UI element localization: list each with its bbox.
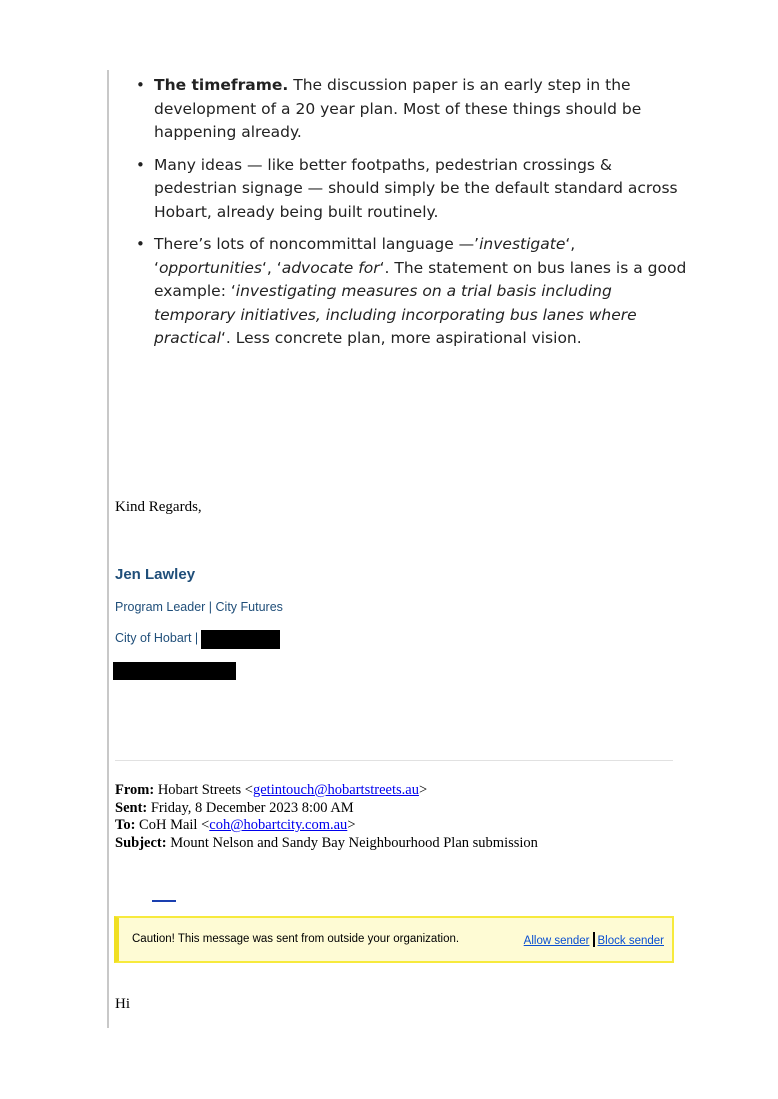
caution-message: Caution! This message was sent from outside your organization. (132, 933, 460, 945)
to-name: CoH Mail < (135, 817, 210, 833)
sent-label: Sent: (115, 799, 148, 816)
bullet-dot: • (136, 155, 145, 174)
to-label: To: (115, 817, 136, 833)
subject-value: Mount Nelson and Sandy Bay Neighbourhood Plan submission (166, 834, 538, 851)
from-label: From: (115, 782, 155, 798)
signature-role: Program Leader | City Futures (115, 600, 283, 614)
bullet-text: The discussion paper is an early step in the development of a 20 year plan. Most of these things should be happening already. (154, 76, 642, 141)
from-email-link[interactable]: getintouch@hobartstreets.au (252, 782, 419, 798)
to-line (115, 817, 538, 835)
subject-label: Subject: (115, 834, 167, 851)
block-sender-link[interactable]: Block sender (597, 935, 664, 947)
from-name: Hobart Streets < (154, 782, 253, 798)
signature-org: City of Hobart | (115, 631, 199, 645)
link-separator (593, 932, 595, 947)
bullet-dot: • (136, 235, 145, 253)
bullet-text: Many ideas — like better footpaths, pedestrian crossings & pedestrian signage — should simply be the default standard across Hobart, already being built routinely. (154, 155, 678, 221)
quoted-term: investigate (479, 235, 566, 253)
hidden-link[interactable] (152, 900, 176, 902)
divider (115, 760, 673, 761)
greeting: Hi (115, 996, 130, 1012)
bullet-text: ‘. The statement on bus lanes is a good example: ‘ (154, 258, 687, 300)
email-header (115, 782, 538, 852)
redaction-block (113, 662, 236, 680)
bullet-text: There’s lots of noncommittal language —’ (154, 235, 480, 253)
redaction-block (201, 630, 280, 649)
caution-actions (524, 932, 664, 947)
sent-value: Friday, 8 December 2023 8:00 AM (147, 799, 354, 816)
bullet-item (130, 74, 690, 145)
sent-line (115, 800, 538, 818)
allow-sender-link[interactable]: Allow sender (523, 935, 590, 947)
bullet-lead: The timeframe. (154, 76, 289, 94)
bullet-dot: • (136, 76, 145, 94)
bullet-text: ‘, ‘ (154, 235, 576, 277)
subject-line (115, 835, 538, 853)
bullet-item (130, 233, 690, 351)
signature-name: Jen Lawley (115, 566, 196, 583)
quoted-statement: investigating measures on a trial basis including temporary initiatives, including incorporating bus lanes where practical (154, 282, 637, 347)
from-line (115, 782, 538, 800)
bullet-text: ‘, ‘ (261, 258, 282, 277)
bullet-item (130, 154, 690, 225)
bullet-text: ‘. Less concrete plan, more aspirational vision. (220, 329, 582, 347)
to-email-link[interactable]: coh@hobartcity.com.au (209, 817, 348, 833)
bullet-list (130, 74, 690, 360)
closing: Kind Regards, (115, 499, 202, 515)
to-end: > (347, 817, 356, 833)
caution-banner (114, 916, 674, 963)
quoted-term: advocate for (281, 258, 380, 277)
from-end: > (418, 782, 428, 798)
quote-bar (107, 70, 109, 1028)
quoted-term: opportunities (158, 258, 262, 277)
